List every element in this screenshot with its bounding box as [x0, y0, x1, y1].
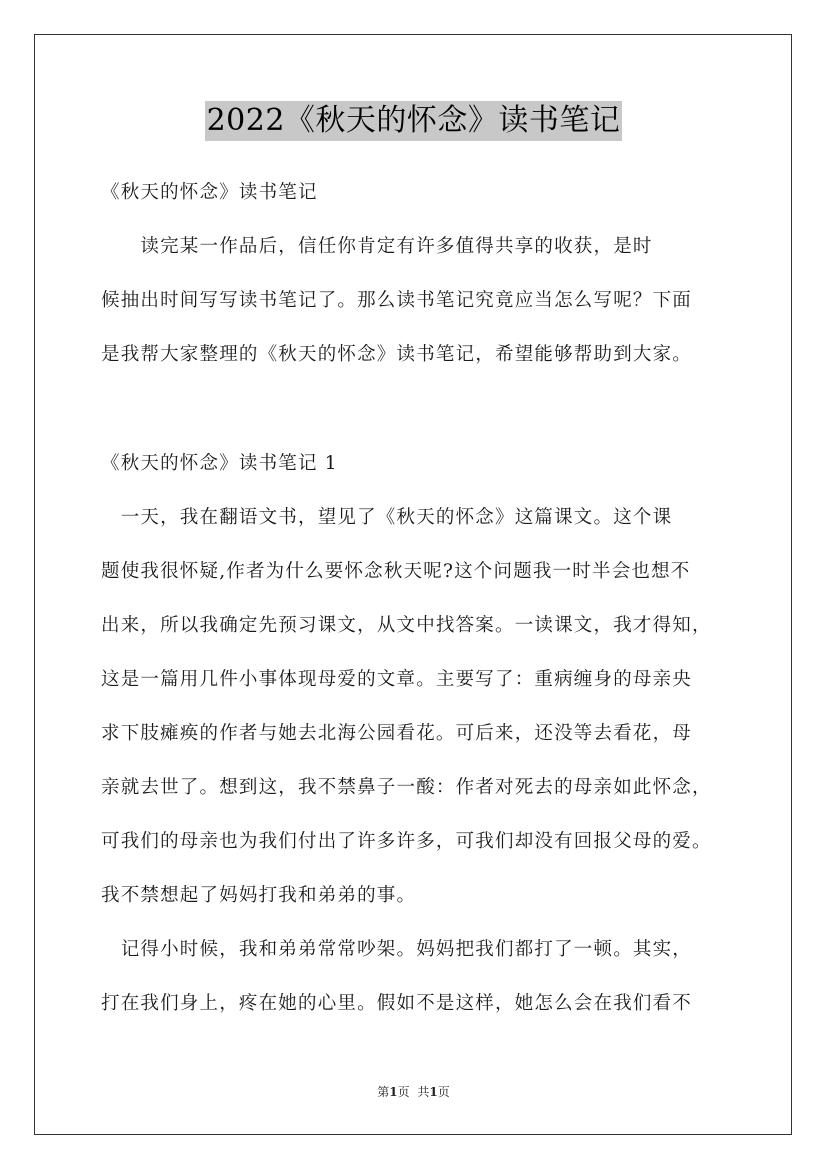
intro-line-1: 读完某一作品后，信任你肯定有许多值得共享的收获，是时	[101, 236, 653, 257]
footer-page-number: 1	[389, 1085, 398, 1099]
title-container	[0, 101, 827, 141]
body-line-1: 一天，我在翻语文书，望见了《秋天的怀念》这篇课文。这个课	[101, 507, 673, 528]
body-line-5: 求下肢瘫痪的作者与她去北海公园看花。可后来，还没等去看花，母	[101, 723, 693, 744]
document-subtitle: 《秋天的怀念》读书笔记	[101, 182, 318, 203]
body-line-6: 亲就去世了。想到这，我不禁鼻子一酸：作者对死去的母亲如此怀念，	[101, 777, 712, 798]
footer-total-prefix: 共	[417, 1085, 430, 1099]
section-heading: 《秋天的怀念》读书笔记 1	[101, 453, 338, 474]
page-footer	[0, 1083, 827, 1100]
body-line-10: 打在我们身上，疼在她的心里。假如不是这样，她怎么会在我们看不	[101, 993, 693, 1014]
body-line-9: 记得小时候，我和弟弟常常吵架。妈妈把我们都打了一顿。其实，	[101, 939, 693, 960]
footer-page-suffix: 页	[397, 1085, 410, 1099]
document-title: 2022《秋天的怀念》读书笔记	[205, 101, 623, 141]
intro-line-2: 候抽出时间写写读书笔记了。那么读书笔记究竟应当怎么写呢？下面	[101, 290, 693, 311]
footer-page-prefix: 第	[377, 1085, 390, 1099]
body-line-4: 这是一篇用几件小事体现母爱的文章。主要写了：重病缠身的母亲央	[101, 669, 693, 690]
intro-line-3: 是我帮大家整理的《秋天的怀念》读书笔记，希望能够帮助到大家。	[101, 344, 693, 365]
body-line-7: 可我们的母亲也为我们付出了许多许多，可我们却没有回报父母的爱。	[101, 831, 712, 852]
footer-total-number: 1	[429, 1085, 438, 1099]
body-line-8: 我不禁想起了妈妈打我和弟弟的事。	[101, 885, 417, 906]
footer-total-suffix: 页	[437, 1085, 450, 1099]
body-line-3: 出来，所以我确定先预习课文，从文中找答案。一读课文，我才得知，	[101, 615, 712, 636]
body-line-2: 题使我很怀疑,作者为什么要怀念秋天呢?这个问题我一时半会也想不	[101, 561, 691, 582]
